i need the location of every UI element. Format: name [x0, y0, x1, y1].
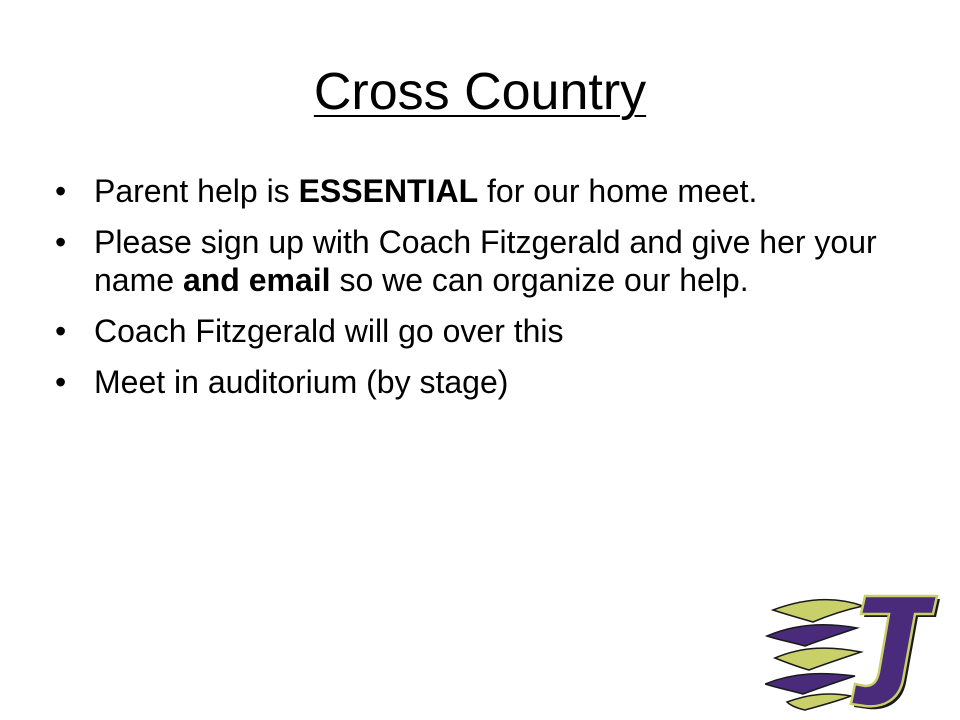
bullet-text: for our home meet.	[478, 173, 758, 209]
bullet-text: Parent help is	[94, 173, 299, 209]
flame-streak	[775, 648, 861, 670]
bullet-text: Meet in auditorium (by stage)	[94, 364, 509, 400]
flame-streak	[765, 674, 855, 694]
bullet-text: Coach Fitzgerald will go over this	[94, 313, 564, 349]
bullet-list	[55, 172, 885, 414]
flame-streak	[767, 625, 857, 646]
slide-title: Cross Country	[313, 63, 647, 121]
flame-streaks	[765, 600, 863, 710]
j-letter	[851, 596, 940, 709]
school-logo	[765, 588, 945, 713]
bullet-emphasis: ESSENTIAL	[298, 173, 479, 209]
bullet-item	[55, 363, 885, 401]
bullet-text: Please sign up with Coach Fitzgerald and give her your name	[94, 224, 877, 298]
bullet-text: so we can organize our help.	[330, 262, 749, 298]
bullet-item	[55, 172, 885, 210]
bullet-marker: •	[55, 224, 67, 260]
bullet-marker: •	[55, 313, 67, 349]
flame-streak	[773, 600, 863, 622]
bullet-item	[55, 312, 885, 350]
bullet-emphasis: and email	[182, 262, 331, 298]
bullet-marker: •	[55, 173, 67, 209]
bullet-marker: •	[55, 364, 67, 400]
flame-streak	[787, 694, 851, 710]
bullet-item	[55, 223, 885, 299]
